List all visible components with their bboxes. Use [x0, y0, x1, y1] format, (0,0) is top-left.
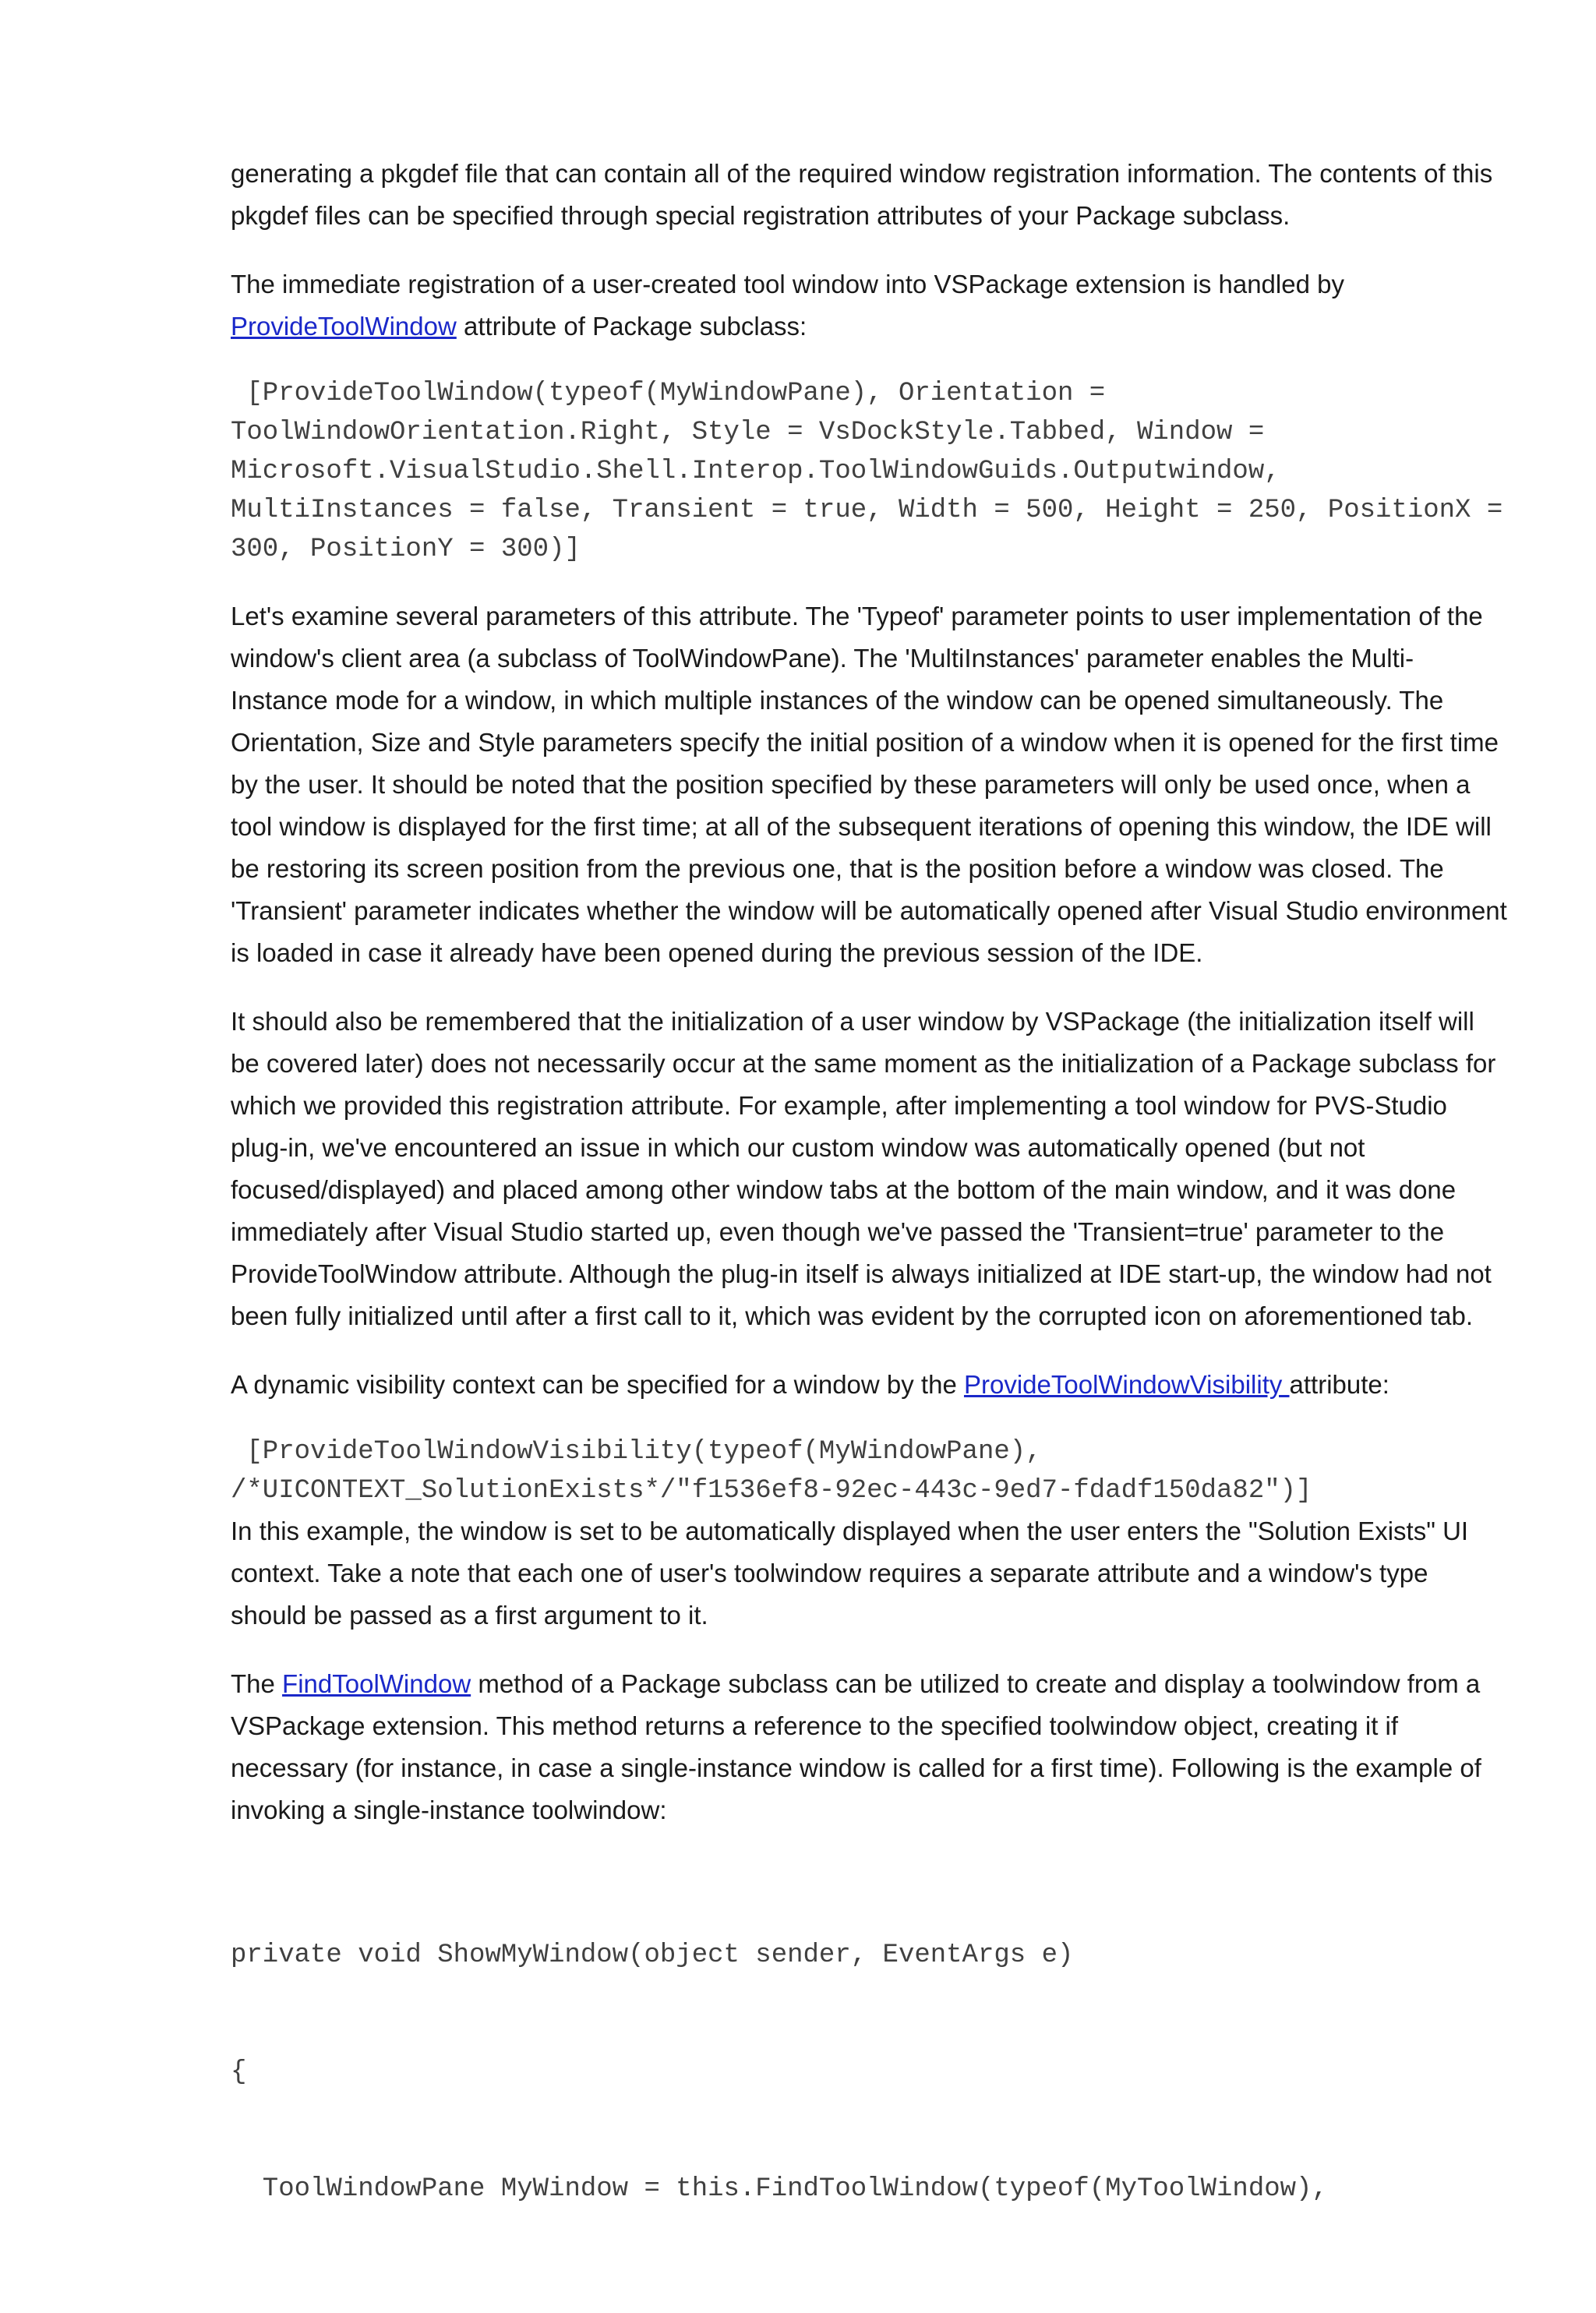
- code-line: private void ShowMyWindow(object sender, EventArgs e): [231, 1940, 1074, 1970]
- code-show-my-window: [231, 1858, 1509, 2287]
- provide-tool-window-visibility-link[interactable]: ProvideToolWindowVisibility: [963, 1370, 1290, 1399]
- paragraph-find-tool-window: [231, 1663, 1509, 1831]
- paragraph-parameters: Let's examine several parameters of this attribute. The 'Typeof' parameter points to user implementation of the window's client area (a subclass of ToolWindowPane). The 'MultiInstances' parameter enables the Multi-Instance mode for a window, in which multiple instances of the window can be opened simultaneously. The Orientation, Size and Style parameters specify the initial position of a window when it is opened for the first time by the user. It should be noted that the position specified by these parameters will only be used once, when a tool window is displayed for the first time; at all of the subsequent iterations of opening this window, the IDE will be restoring its screen position from the previous one, that is the position before a window was closed. The 'Transient' parameter indicates whether the window will be automatically opened after Visual Studio environment is loaded in case it already have been opened during the previous session of the IDE.: [231, 602, 1507, 967]
- code-provide-tool-window: [ProvideToolWindow(typeof(MyWindowPane), Orientation = ToolWindowOrientation.Right, Style = VsDockStyle.Tabbed, Window = Microsoft.VisualStudio.Shell.Interop.ToolWindowGuids.Outputwindow, MultiInstances = false, Transient = true, Width = 500, Height = 250, PositionX = 300, PositionY = 300)]: [231, 379, 1519, 564]
- document-page: [231, 153, 1519, 2313]
- paragraph-text: attribute of Package subclass:: [456, 312, 807, 341]
- paragraph-text: The: [231, 1669, 283, 1698]
- provide-tool-window-link[interactable]: ProvideToolWindow: [231, 312, 457, 341]
- paragraph-text: The immediate registration of a user-created tool window into VSPackage extension is handled by: [231, 270, 1344, 298]
- code-line: {: [231, 2057, 247, 2087]
- code-provide-tool-window-visibility: [ProvideToolWindowVisibility(typeof(MyWindowPane), /*UICONTEXT_SolutionExists*/"f1536ef8-92ec-443c-9ed7-fdadf150da82")]: [231, 1437, 1312, 1506]
- paragraph-example-explanation: In this example, the window is set to be automatically displayed when the user enters the "Solution Exists" UI context. Take a note that each one of user's toolwindow requires a separate attribute and a window's type should be passed as a first argument to it.: [231, 1517, 1469, 1630]
- code-line: ToolWindowPane MyWindow = this.FindToolWindow(typeof(MyToolWindow),: [231, 2174, 1328, 2204]
- paragraph-visibility: [231, 1364, 1509, 1406]
- paragraph-text: method of a Package subclass can be utilized to create and display a toolwindow from a VSPackage extension. This method returns a reference to the specified toolwindow object, creating it if necessary (for instance, in case a single-instance window is called for a first time). Following is the example of invoking a single-instance toolwindow:: [231, 1669, 1481, 1824]
- paragraph-registration: [231, 263, 1509, 348]
- find-tool-window-link[interactable]: FindToolWindow: [282, 1669, 471, 1698]
- paragraph-text: A dynamic visibility context can be specified for a window by the: [231, 1370, 964, 1399]
- paragraph-pkgdef: generating a pkgdef file that can contain all of the required window registration information. The contents of this pkgdef files can be specified through special registration attributes of your Package subclass.: [231, 159, 1493, 230]
- paragraph-text: attribute:: [1289, 1370, 1389, 1399]
- paragraph-initialization: It should also be remembered that the initialization of a user window by VSPackage (the initialization itself will be covered later) does not necessarily occur at the same moment as the initialization of a Package subclass for which we provided this registration attribute. For example, after implementing a tool window for PVS-Studio plug-in, we've encountered an issue in which our custom window was automatically opened (but not focused/displayed) and placed among other window tabs at the bottom of the main window, and it was done immediately after Visual Studio started up, even though we've passed the 'Transient=true' parameter to the ProvideToolWindow attribute. Although the plug-in itself is always initialized at IDE start-up, the window had not been fully initialized until after a first call to it, which was evident by the corrupted icon on aforementioned tab.: [231, 1007, 1496, 1330]
